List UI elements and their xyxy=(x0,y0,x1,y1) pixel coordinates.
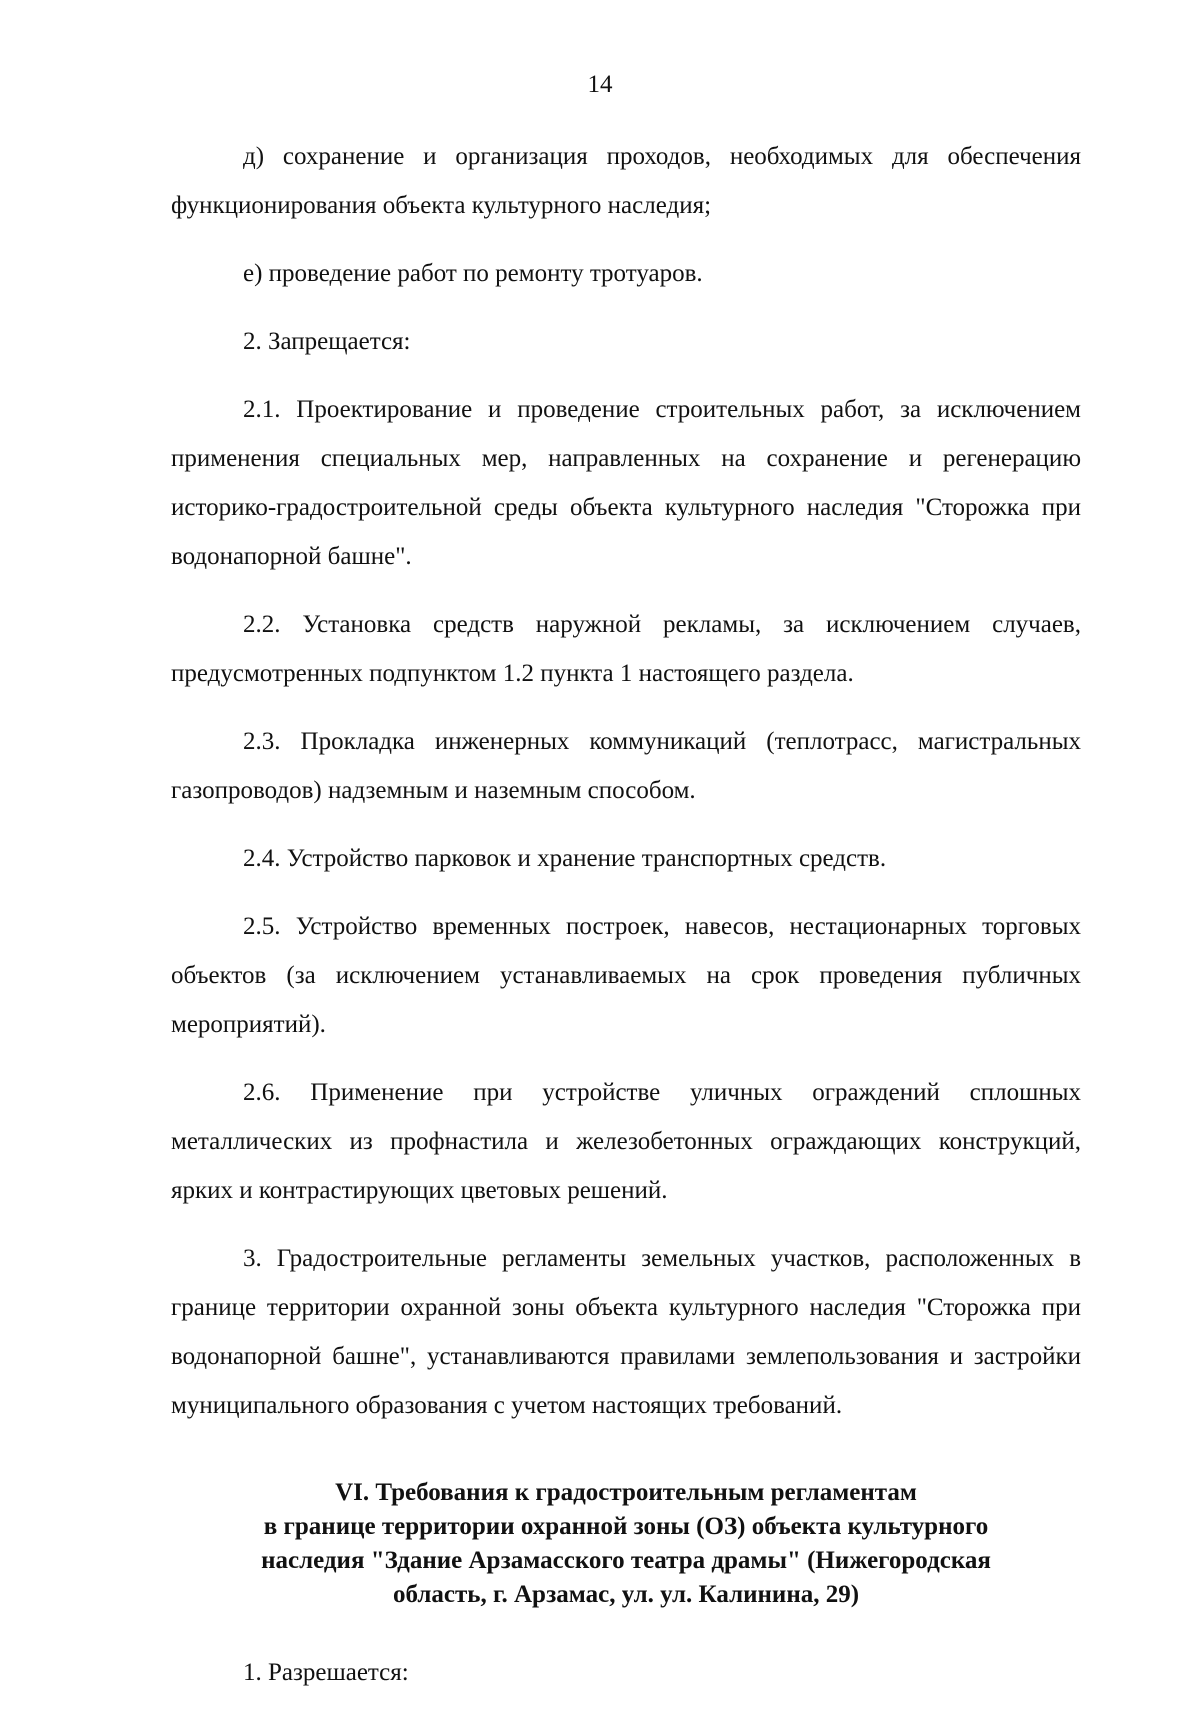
paragraph-item-e: е) проведение работ по ремонту тротуаров. xyxy=(243,260,703,287)
paragraph-3: 3. Градостроительные регламенты земельных участков, расположенных в границе территории охранной зоны объекта культурного наследия "Сторожка при водонапорной башне", устанавливаются правилами землепользования и застройки муниципального образования с учетом настоящих требований. xyxy=(171,1245,1081,1419)
paragraph-prohibited-heading: 2. Запрещается: xyxy=(243,328,411,355)
page-number: 14 xyxy=(587,71,613,98)
document-body xyxy=(171,132,1081,1716)
paragraph-2-4: 2.4. Устройство парковок и хранение транспортных средств. xyxy=(243,845,887,872)
section-heading-line: область, г. Арзамас, ул. ул. Калинина, 29) xyxy=(392,1581,860,1608)
paragraph-permitted-heading: 1. Разрешается: xyxy=(243,1659,409,1686)
paragraph-2-2: 2.2. Установка средств наружной рекламы, за исключением случаев, предусмотренных подпунктом 1.2 пункта 1 настоящего раздела. xyxy=(171,611,1081,687)
paragraph-2-3: 2.3. Прокладка инженерных коммуникаций (теплотрасс, магистральных газопроводов) надземным и наземным способом. xyxy=(171,728,1081,804)
paragraph-2-1: 2.1. Проектирование и проведение строительных работ, за исключением применения специальных мер, направленных на сохранение и регенерацию историко-градостроительной среды объекта культурного наследия "Сторожка при водонапорной башне". xyxy=(171,396,1081,570)
section-heading-line: наследия "Здание Арзамасского театра драмы" (Нижегородская xyxy=(261,1547,991,1574)
paragraph-item-d: д) сохранение и организация проходов, необходимых для обеспечения функционирования объекта культурного наследия; xyxy=(171,143,1081,219)
paragraph-2-6: 2.6. Применение при устройстве уличных ограждений сплошных металлических из профнастила и железобетонных ограждающих конструкций, ярких и контрастирующих цветовых решений. xyxy=(171,1079,1081,1204)
section-heading xyxy=(171,1476,1081,1612)
paragraph-2-5: 2.5. Устройство временных построек, навесов, нестационарных торговых объектов (за исключением устанавливаемых на срок проведения публичных мероприятий). xyxy=(171,913,1081,1038)
section-heading-line: в границе территории охранной зоны (ОЗ) объекта культурного xyxy=(263,1513,989,1540)
section-heading-line: VI. Требования к градостроительным регламентам xyxy=(335,1479,917,1506)
